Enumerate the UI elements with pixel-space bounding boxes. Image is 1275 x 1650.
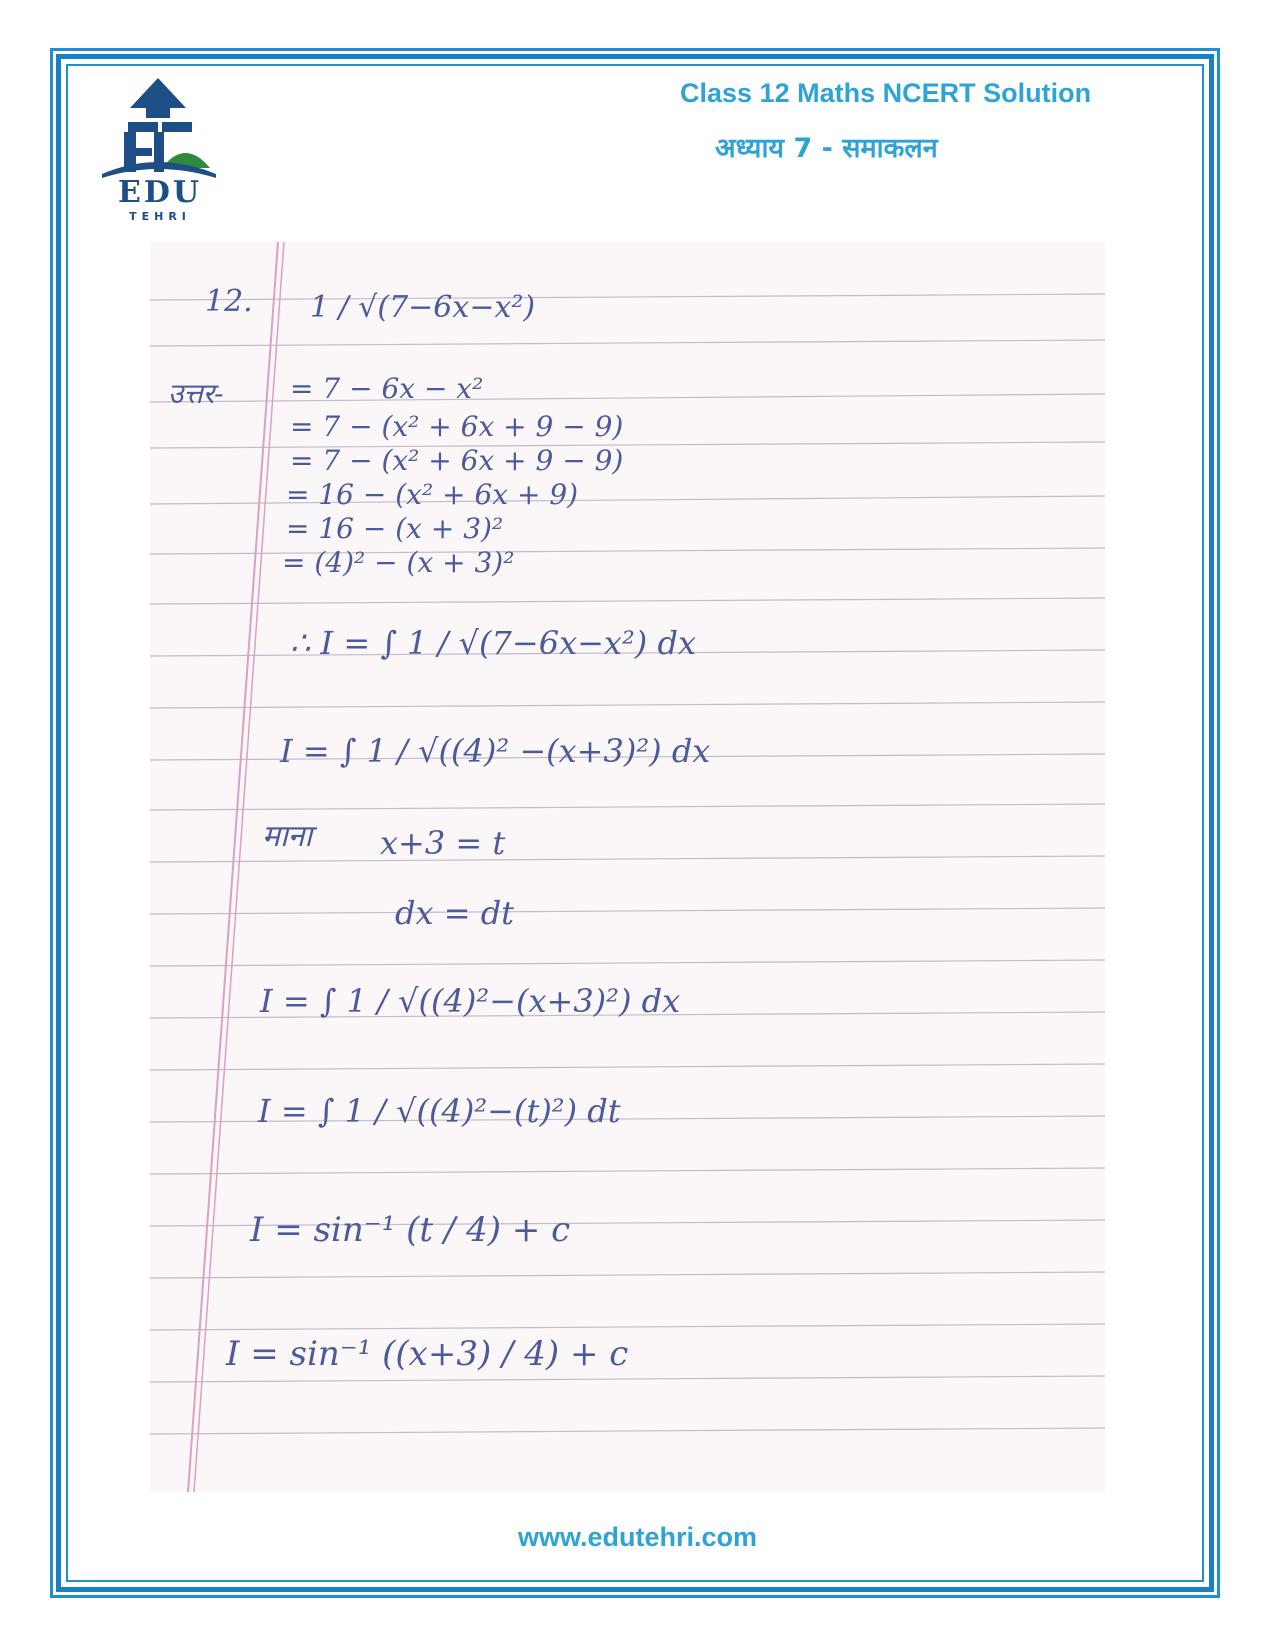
integral-3: I = ∫ 1 / √((4)²−(x+3)²) dx: [260, 982, 681, 1020]
integral-2: I = ∫ 1 / √((4)² −(x+3)²) dx: [280, 732, 711, 770]
chapter-subtitle: अध्याय 7 - समाकलन: [715, 133, 938, 164]
differential: dx = dt: [395, 894, 515, 932]
step-2: = 7 − (x² + 6x + 9 − 9): [290, 410, 624, 443]
logo-text: EDU: [117, 175, 203, 210]
step-4: = 16 − (x² + 6x + 9): [286, 478, 579, 511]
step-5: = 16 − (x + 3)²: [286, 512, 504, 545]
answer-label: उत्तर-: [168, 377, 224, 410]
logo-subtext: TEHRI: [129, 210, 191, 223]
integral-4: I = ∫ 1 / √((4)²−(t)²) dt: [258, 1092, 621, 1130]
result-2: I = sin⁻¹ ((x+3) / 4) + c: [226, 1334, 629, 1374]
footer-url[interactable]: www.edutehri.com: [517, 1522, 758, 1552]
step-3: = 7 − (x² + 6x + 9 − 9): [290, 444, 624, 477]
result-1: I = sin⁻¹ (t / 4) + c: [250, 1210, 571, 1250]
question-expression: 1 / √(7−6x−x²): [310, 290, 536, 325]
page-title: Class 12 Maths NCERT Solution: [680, 78, 1092, 108]
question-number: 12.: [205, 284, 253, 319]
let-label: माना: [262, 819, 313, 854]
step-6: = (4)² − (x + 3)²: [282, 546, 515, 579]
notebook-scan: [150, 242, 1105, 1492]
step-1: = 7 − 6x − x²: [290, 372, 484, 405]
integral-1: ∴ I = ∫ 1 / √(7−6x−x²) dx: [290, 624, 696, 662]
substitution: x+3 = t: [380, 824, 506, 862]
